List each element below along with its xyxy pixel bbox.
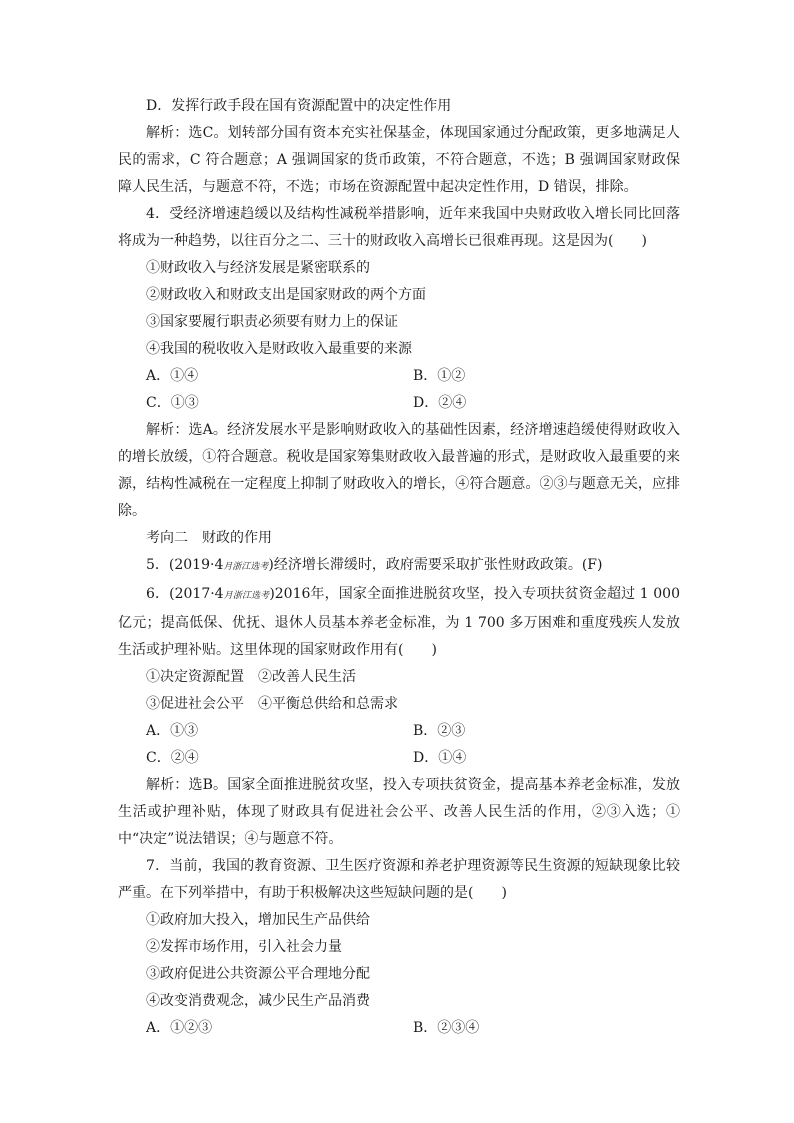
q4-options-row-2	[118, 390, 680, 417]
q6-analysis: 解析：选B。国家全面推进脱贫攻坚，投入专项扶贫资金，提高基本养老金标准，发放生活或护理补贴，体现了财政具有促进社会公平、改善人民生活的作用，②③入选；①中“决定”说法错误；④与题意不符。	[118, 777, 680, 847]
q4-item-2: ②财政收入和财政支出是国家财政的两个方面	[146, 287, 426, 303]
q5-suffix: )经济增长滞缓时，政府需要采取扩张性财政政策。(F)	[268, 557, 603, 573]
q5-stem	[118, 552, 680, 581]
q7-stem: 7．当前，我国的教育资源、卫生医疗资源和养老护理资源等民生资源的短缺现象比较严重。在下列举措中，有助于积极解决这些短缺问题的是( )	[118, 858, 680, 901]
q5-source: 月浙江选考	[223, 562, 269, 572]
q3-option-d: D．发挥行政手段在国有资源配置中的决定性作用	[146, 98, 452, 114]
q6-suffix: )2016年，国家全面推进脱贫攻坚，投入专项扶贫资金超过 1 000 亿元；提高低保、优抚、退休人员基本养老金标准，为 1 700 多万困难和重度残疾人发放生活或护理补贴。这里体现的国家财政作用有( )	[118, 586, 680, 658]
q4-stem: 4．受经济增速趋缓以及结构性减税举措影响，近年来我国中央财政收入增长同比回落将成为一种趋势，以往百分之二、三十的财政收入高增长已很难再现。这是因为( )	[118, 206, 680, 249]
q5-prefix: 5．(2019·4	[146, 557, 224, 573]
q7-item-3: ③政府促进公共资源公平合理地分配	[146, 966, 370, 982]
q6-source: 月浙江选考	[223, 591, 270, 601]
q3-analysis: 解析：选C。划转部分国有资本充实社保基金，体现国家通过分配政策，更多地满足人民的需求，C 符合题意；A 强调国家的货币政策，不符合题意，不选；B 强调国家财政保障人民生活，与题意不符，不选；市场在资源配置中起决定性作用，D 错误，排除。	[118, 125, 680, 195]
q4-option-d: D．②④	[413, 395, 467, 411]
q6-option-b: B．②③	[413, 723, 466, 739]
q4-option-a: A．①④	[146, 368, 199, 384]
section-title: 考向二 财政的作用	[146, 530, 272, 546]
q6-option-d: D．①④	[413, 750, 467, 766]
q6-option-a: A．①③	[146, 723, 199, 739]
q6-options-row-2	[118, 745, 680, 772]
q6-stem	[118, 581, 680, 664]
q7-option-a: A．①②③	[146, 1020, 213, 1036]
q6-options-row-1	[118, 718, 680, 745]
document-page	[118, 93, 680, 1042]
q7-item-4: ④改变消费观念，减少民生产品消费	[146, 993, 370, 1009]
q4-option-b: B．①②	[413, 368, 466, 384]
q7-option-b: B．②③④	[413, 1020, 480, 1036]
q7-item-1: ①政府加大投入，增加民生产品供给	[146, 912, 370, 928]
q6-option-c: C．②④	[146, 750, 199, 766]
q7-item-2: ②发挥市场作用，引入社会力量	[146, 939, 342, 955]
q4-options-row-1	[118, 363, 680, 390]
q4-option-c: C．①③	[146, 395, 199, 411]
q4-analysis: 解析：选A。经济发展水平是影响财政收入的基础性因素，经济增速趋缓使得财政收入的增长放缓，①符合题意。税收是国家筹集财政收入最普遍的形式，是财政收入最重要的来源，结构性减税在一定程度上抑制了财政收入的增长，④符合题意。②③与题意无关，应排除。	[118, 422, 680, 519]
q7-options-row-1	[118, 1015, 680, 1042]
q4-item-1: ①财政收入与经济发展是紧密联系的	[146, 260, 370, 276]
q4-item-3: ③国家要履行职责必须要有财力上的保证	[146, 314, 398, 330]
q6-prefix: 6．(2017·4	[146, 586, 224, 602]
q6-item-2: ③促进社会公平 ④平衡总供给和总需求	[146, 696, 398, 712]
q6-item-1: ①决定资源配置 ②改善人民生活	[146, 669, 356, 685]
q4-item-4: ④我国的税收收入是财政收入最重要的来源	[146, 341, 412, 357]
